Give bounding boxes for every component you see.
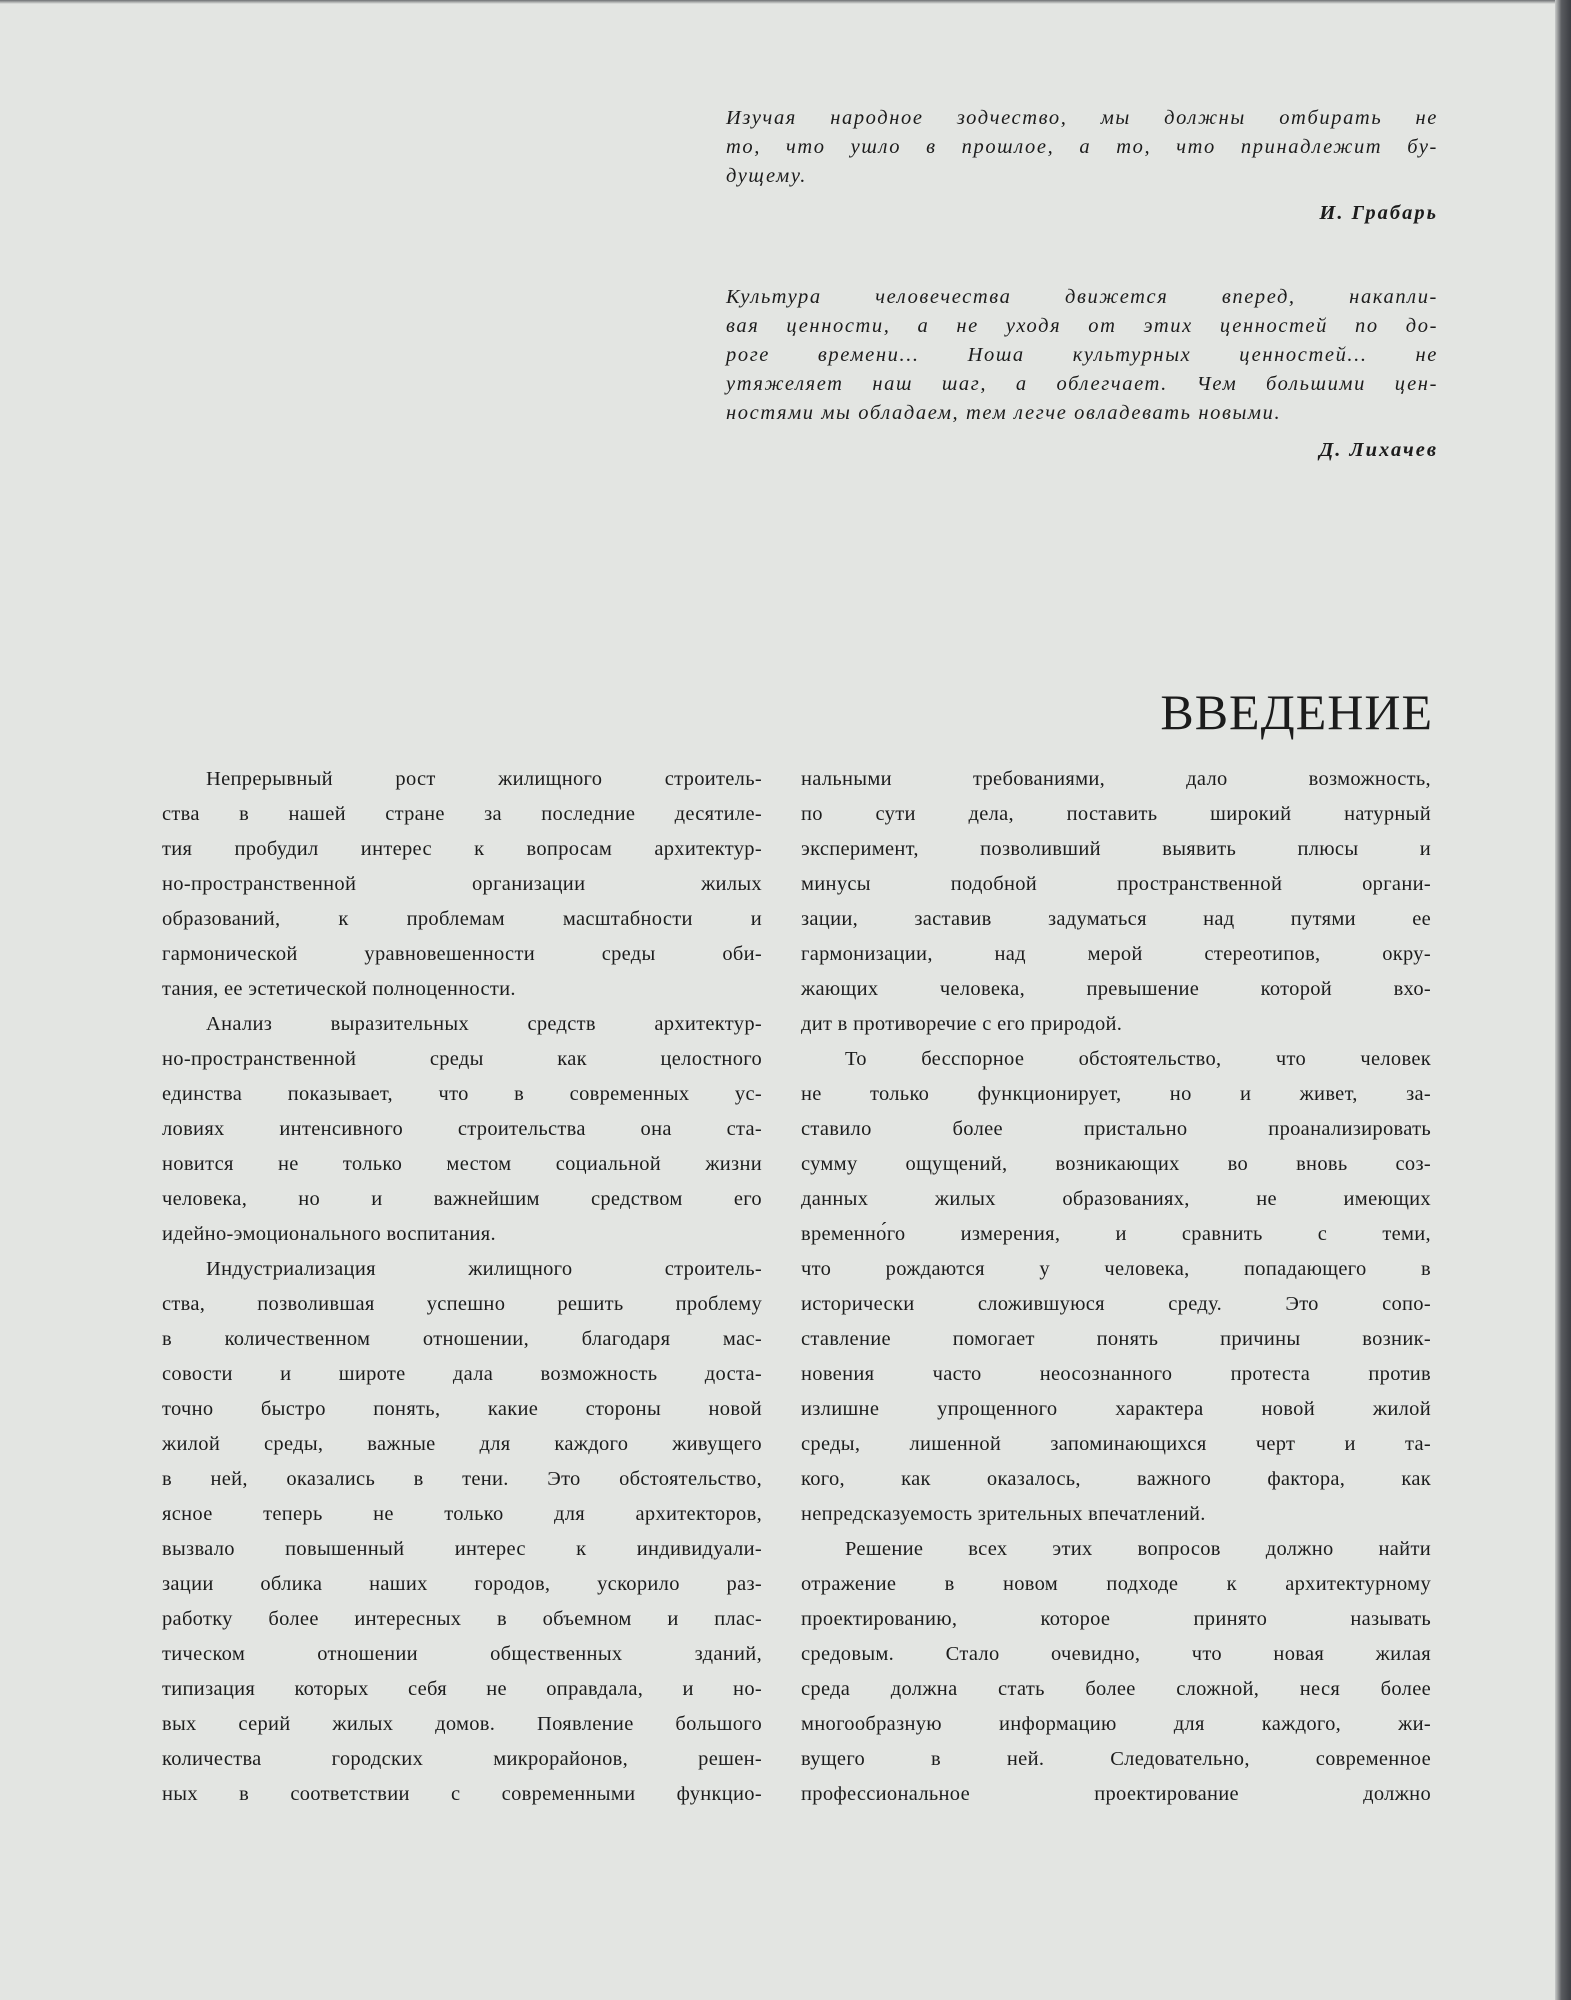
epigraph-line: Изучая народное зодчество, мы должны отбирать не	[726, 107, 1438, 129]
paragraph	[162, 1252, 762, 1812]
paragraph	[162, 1007, 762, 1252]
text-line: временно́го измерения, и сравнить с теми,	[801, 1223, 1431, 1245]
text-line: жающих человека, превышение которой вхо-	[801, 978, 1431, 1000]
text-line: новится не только местом социальной жизни	[162, 1153, 762, 1175]
epigraph-likhachev	[726, 283, 1438, 465]
text-line: образований, к проблемам масштабности и	[162, 908, 762, 930]
text-line: точно быстро понять, какие стороны новой	[162, 1398, 762, 1420]
text-line: жилой среды, важные для каждого живущего	[162, 1433, 762, 1455]
text-line: новения часто неосознанного протеста против	[801, 1363, 1431, 1385]
text-line: То бесспорное обстоятельство, что человек	[845, 1048, 1431, 1070]
text-line: профессиональное проектирование должно	[801, 1783, 1431, 1805]
text-line: вущего в ней. Следовательно, современное	[801, 1748, 1431, 1770]
text-line: но-пространственной среды как целостного	[162, 1048, 762, 1070]
text-line: средовым. Стало очевидно, что новая жилая	[801, 1643, 1431, 1665]
text-line: совости и широте дала возможность доста-	[162, 1363, 762, 1385]
text-line: количества городских микрорайонов, решен-	[162, 1748, 762, 1770]
text-column-left	[162, 762, 762, 1812]
text-line: вызвало повышенный интерес к индивидуали-	[162, 1538, 762, 1560]
text-column-right	[801, 762, 1431, 1812]
text-line: сумму ощущений, возникающих во вновь соз-	[801, 1153, 1431, 1175]
text-line: работку более интересных в объемном и плас-	[162, 1608, 762, 1630]
paragraph	[801, 762, 1431, 1042]
text-line: Анализ выразительных средств архитектур-	[206, 1013, 762, 1035]
epigraph-line: вая ценности, а не уходя от этих ценностей по до-	[726, 315, 1438, 337]
epigraph-line: ностями мы обладаем, тем легче овладевать новыми.	[726, 402, 1282, 424]
text-line: ясное теперь не только для архитекторов,	[162, 1503, 762, 1525]
text-line: ных в соответствии с современными функцио-	[162, 1783, 762, 1805]
epigraph-line: роге времени... Ноша культурных ценностей... не	[726, 344, 1438, 366]
text-line: тания, ее эстетической полноценности.	[162, 978, 516, 1000]
epigraph-author: Д. Лихачев	[1319, 439, 1438, 461]
text-line: вых серий жилых домов. Появление большого	[162, 1713, 762, 1735]
text-line: среда должна стать более сложной, неся более	[801, 1678, 1431, 1700]
text-line: дит в противоречие с его природой.	[801, 1013, 1123, 1035]
text-line: ставило более пристально проанализировать	[801, 1118, 1431, 1140]
text-line: Непрерывный рост жилищного строитель-	[206, 768, 762, 790]
text-line: ставление помогает понять причины возник-	[801, 1328, 1431, 1350]
text-line: кого, как оказалось, важного фактора, как	[801, 1468, 1431, 1490]
text-line: зации, заставив задуматься над путями ее	[801, 908, 1431, 930]
text-line: идейно-эмоционального воспитания.	[162, 1223, 496, 1245]
paragraph	[801, 1532, 1431, 1812]
text-line: ловиях интенсивного строительства она ста-	[162, 1118, 762, 1140]
text-line: не только функционирует, но и живет, за-	[801, 1083, 1431, 1105]
text-line: Индустриализация жилищного строитель-	[206, 1258, 762, 1280]
text-line: излишне упрощенного характера новой жилой	[801, 1398, 1431, 1420]
text-line: минусы подобной пространственной органи-	[801, 873, 1431, 895]
chapter-heading: ВВЕДЕНИЕ	[1160, 684, 1433, 740]
paragraph	[162, 762, 762, 1007]
text-line: тия пробудил интерес к вопросам архитектур-	[162, 838, 762, 860]
text-line: непредсказуемость зрительных впечатлений.	[801, 1503, 1206, 1525]
epigraph-line: Культура человечества движется вперед, накапли-	[726, 286, 1438, 308]
paragraph	[801, 1042, 1431, 1532]
text-line: многообразную информацию для каждого, жи-	[801, 1713, 1431, 1735]
text-line: по сути дела, поставить широкий натурный	[801, 803, 1431, 825]
text-line: гармонической уравновешенности среды оби-	[162, 943, 762, 965]
text-line: среды, лишенной запоминающихся черт и та-	[801, 1433, 1431, 1455]
epigraph-line: то, что ушло в прошлое, а то, что принадлежит бу-	[726, 136, 1438, 158]
text-line: в ней, оказались в тени. Это обстоятельство,	[162, 1468, 762, 1490]
text-line: в количественном отношении, благодаря мас-	[162, 1328, 762, 1350]
text-line: ства, позволившая успешно решить проблему	[162, 1293, 762, 1315]
scan-top-edge	[0, 0, 1571, 4]
text-line: данных жилых образованиях, не имеющих	[801, 1188, 1431, 1210]
text-line: исторически сложившуюся среду. Это сопо-	[801, 1293, 1431, 1315]
text-line: Решение всех этих вопросов должно найти	[845, 1538, 1431, 1560]
epigraph-line: дущему.	[726, 165, 807, 187]
text-line: нальными требованиями, дало возможность,	[801, 768, 1431, 790]
text-line: проектированию, которое принято называть	[801, 1608, 1431, 1630]
epigraph-author: И. Грабарь	[1319, 202, 1438, 224]
text-line: но-пространственной организации жилых	[162, 873, 762, 895]
text-line: единства показывает, что в современных ус-	[162, 1083, 762, 1105]
text-line: человека, но и важнейшим средством его	[162, 1188, 762, 1210]
text-line: эксперимент, позволивший выявить плюсы и	[801, 838, 1431, 860]
text-line: гармонизации, над мерой стереотипов, окру-	[801, 943, 1431, 965]
text-line: ства в нашей стране за последние десятиле-	[162, 803, 762, 825]
epigraph-grabar	[726, 104, 1438, 228]
text-line: типизация которых себя не оправдала, и но-	[162, 1678, 762, 1700]
text-line: что рождаются у человека, попадающего в	[801, 1258, 1431, 1280]
scan-right-edge	[1555, 0, 1571, 2000]
epigraph-line: утяжеляет наш шаг, а облегчает. Чем большими цен-	[726, 373, 1438, 395]
text-line: тическом отношении общественных зданий,	[162, 1643, 762, 1665]
text-line: зации облика наших городов, ускорило раз-	[162, 1573, 762, 1595]
text-line: отражение в новом подходе к архитектурному	[801, 1573, 1431, 1595]
